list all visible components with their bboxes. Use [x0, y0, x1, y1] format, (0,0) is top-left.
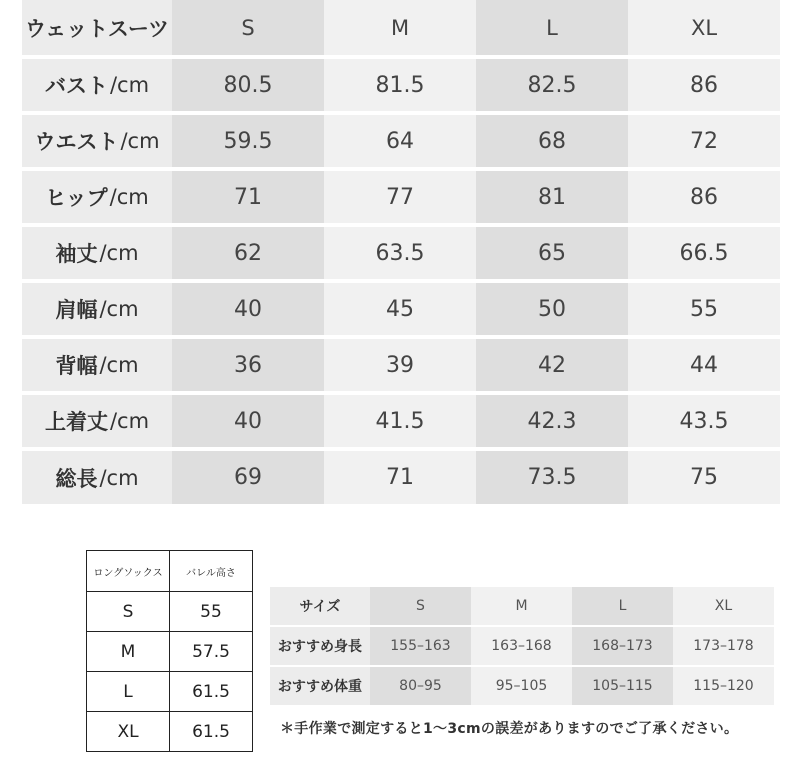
- table-cell: 43.5: [628, 395, 780, 447]
- table-cell: 66.5: [628, 227, 780, 279]
- header-size-m: M: [471, 587, 572, 625]
- table-cell: 86: [628, 171, 780, 223]
- table-row: [87, 672, 253, 712]
- table-row: [22, 115, 780, 167]
- table-cell: 82.5: [476, 59, 628, 111]
- socks-size-table: [86, 550, 253, 752]
- table-cell: 80.5: [172, 59, 324, 111]
- table-cell: 40: [172, 395, 324, 447]
- table-cell: 75: [628, 451, 780, 504]
- row-label: 上着丈 /cm: [22, 395, 172, 447]
- recommend-size-table: [270, 587, 776, 707]
- table-cell: 55: [628, 283, 780, 335]
- table-row: [22, 59, 780, 111]
- row-label: ウエスト /cm: [22, 115, 172, 167]
- header-label: ウェットスーツ: [22, 0, 172, 55]
- row-label: 背幅 /cm: [22, 339, 172, 391]
- table-cell: 68: [476, 115, 628, 167]
- table-row: [22, 339, 780, 391]
- table-row: [87, 632, 253, 672]
- header-label: サイズ: [270, 587, 370, 625]
- row-label: 袖丈 /cm: [22, 227, 172, 279]
- header-size-m: M: [324, 0, 476, 55]
- table-cell: 95–105: [471, 667, 572, 705]
- measurement-footnote: ＊手作業で測定すると1～3cmの誤差がありますのでご了承ください。: [280, 721, 739, 737]
- table-cell: 59.5: [172, 115, 324, 167]
- table-cell: 42.3: [476, 395, 628, 447]
- table-cell: 105–115: [572, 667, 673, 705]
- table-cell: 36: [172, 339, 324, 391]
- table-cell: 81.5: [324, 59, 476, 111]
- table-cell: 45: [324, 283, 476, 335]
- header-size-xl: XL: [673, 587, 774, 625]
- header-size-s: S: [370, 587, 471, 625]
- table-cell: 86: [628, 59, 780, 111]
- table-cell: 57.5: [170, 632, 253, 672]
- table-cell: 81: [476, 171, 628, 223]
- header-size-l: L: [476, 0, 628, 55]
- table-cell: 80–95: [370, 667, 471, 705]
- table-cell: 64: [324, 115, 476, 167]
- table-cell: 77: [324, 171, 476, 223]
- table-cell: 163–168: [471, 627, 572, 665]
- table-cell: 69: [172, 451, 324, 504]
- table-cell: 61.5: [170, 672, 253, 712]
- header-cell: ロングソックス: [87, 551, 170, 592]
- table-cell: 61.5: [170, 712, 253, 752]
- table-cell: S: [87, 592, 170, 632]
- table-cell: 44: [628, 339, 780, 391]
- table-row: [270, 667, 776, 705]
- table-row: [87, 592, 253, 632]
- header-size-s: S: [172, 0, 324, 55]
- row-label: おすすめ体重: [270, 667, 370, 705]
- table-cell: L: [87, 672, 170, 712]
- table-cell: 155–163: [370, 627, 471, 665]
- table-cell: 50: [476, 283, 628, 335]
- table-cell: XL: [87, 712, 170, 752]
- table-cell: 115–120: [673, 667, 774, 705]
- header-size-xl: XL: [628, 0, 780, 55]
- table-cell: 65: [476, 227, 628, 279]
- table-cell: 62: [172, 227, 324, 279]
- table-cell: 72: [628, 115, 780, 167]
- table-cell: 41.5: [324, 395, 476, 447]
- table-cell: 73.5: [476, 451, 628, 504]
- table-cell: 63.5: [324, 227, 476, 279]
- table-cell: 42: [476, 339, 628, 391]
- row-label: バスト /cm: [22, 59, 172, 111]
- row-label: ヒップ /cm: [22, 171, 172, 223]
- table-header-row: [22, 0, 780, 55]
- table-row: [22, 451, 780, 504]
- table-row: [22, 395, 780, 447]
- table-header-row: [87, 551, 253, 592]
- row-label: 肩幅 /cm: [22, 283, 172, 335]
- table-cell: 71: [172, 171, 324, 223]
- table-row: [22, 227, 780, 279]
- wetsuit-size-table: [22, 0, 780, 508]
- table-cell: 40: [172, 283, 324, 335]
- header-size-l: L: [572, 587, 673, 625]
- table-row: [87, 712, 253, 752]
- table-cell: 55: [170, 592, 253, 632]
- header-cell: バレル高さ: [170, 551, 253, 592]
- table-cell: 173–178: [673, 627, 774, 665]
- table-cell: 39: [324, 339, 476, 391]
- table-header-row: [270, 587, 776, 625]
- table-cell: 168–173: [572, 627, 673, 665]
- row-label: おすすめ身長: [270, 627, 370, 665]
- table-cell: M: [87, 632, 170, 672]
- table-cell: 71: [324, 451, 476, 504]
- row-label: 総長 /cm: [22, 451, 172, 504]
- table-row: [22, 283, 780, 335]
- table-row: [22, 171, 780, 223]
- table-row: [270, 627, 776, 665]
